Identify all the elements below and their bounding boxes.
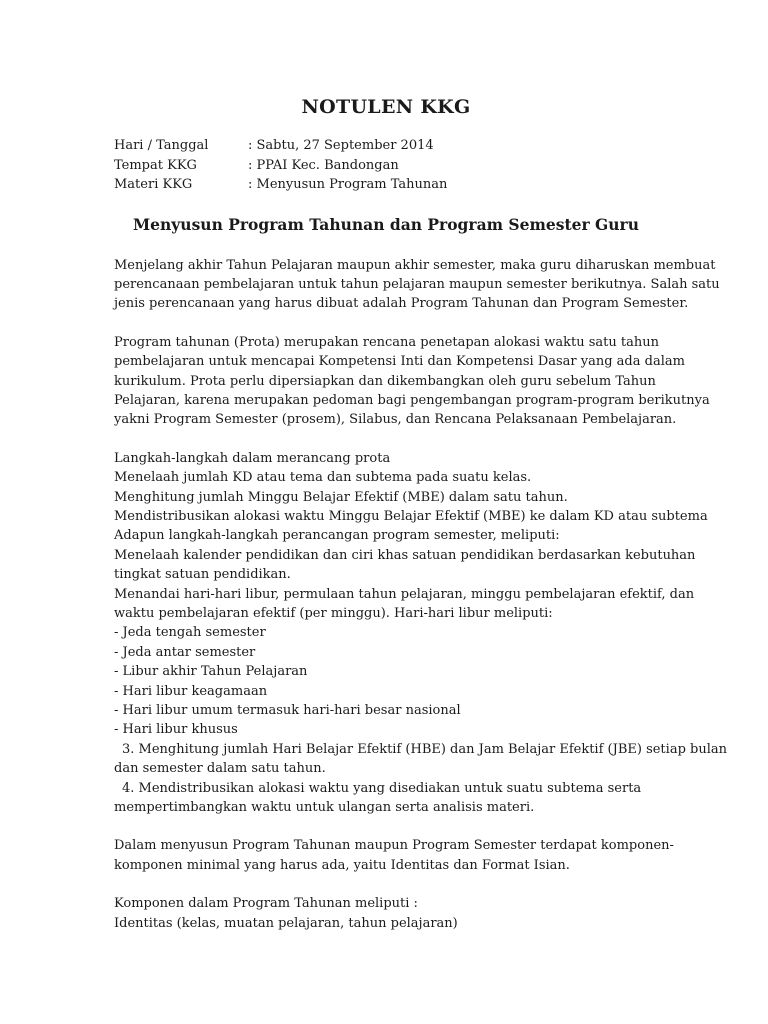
step-line: Menghitung jumlah Minggu Belajar Efektif (MBE) dalam satu tahun. xyxy=(114,489,568,505)
meta-row-place xyxy=(114,156,658,176)
text-line: kurikulum. Prota perlu dipersiapkan dan dikembangkan oleh guru sebelum Tahun xyxy=(114,373,656,389)
section-title: Menyusun Program Tahunan dan Program Semester Guru xyxy=(133,214,639,234)
meta-value: : Menyusun Program Tahunan xyxy=(248,177,448,192)
steps-heading: Langkah-langkah dalam merancang prota xyxy=(114,450,391,466)
components-item: Identitas (kelas, muatan pelajaran, tahun pelajaran) xyxy=(114,915,458,931)
text-line: Program tahunan (Prota) merupakan rencana penetapan alokasi waktu satu tahun xyxy=(114,334,659,350)
text-line: Pelajaran, karena merupakan pedoman bagi pengembangan program-program berikutnya xyxy=(114,392,710,408)
paragraph-prota xyxy=(114,333,710,430)
holiday-item: - Hari libur khusus xyxy=(114,722,238,738)
meta-block xyxy=(114,136,658,195)
components-block xyxy=(114,894,658,933)
text-line: yakni Program Semester (prosem), Silabus, dan Rencana Pelaksanaan Pembelajaran. xyxy=(114,412,677,428)
numbered-step: 3. Menghitung jumlah Hari Belajar Efektif (HBE) dan Jam Belajar Efektif (JBE) setiap bulan xyxy=(122,741,727,757)
step-line: Mendistribusikan alokasi waktu Minggu Belajar Efektif (MBE) ke dalam KD atau subtema xyxy=(114,508,708,524)
text-line: Dalam menyusun Program Tahunan maupun Program Semester terdapat komponen- xyxy=(114,838,674,854)
meta-value: : Sabtu, 27 September 2014 xyxy=(248,138,434,153)
paragraph-intro xyxy=(114,256,720,314)
meta-label: Tempat KKG xyxy=(114,157,197,173)
step-line: Adapun langkah-langkah perancangan program semester, meliputi: xyxy=(114,528,560,544)
document-title: NOTULEN KKG xyxy=(301,96,471,118)
step-line: Menelaah jumlah KD atau tema dan subtema pada suatu kelas. xyxy=(114,470,532,486)
holiday-item: - Jeda antar semester xyxy=(114,644,256,660)
meta-row-date xyxy=(114,136,658,156)
components-heading: Komponen dalam Program Tahunan meliputi : xyxy=(114,896,418,912)
text-line: komponen minimal yang harus ada, yaitu Identitas dan Format Isian. xyxy=(114,857,570,873)
holiday-item: - Hari libur umum termasuk hari-hari besar nasional xyxy=(114,703,461,719)
numbered-step-cont: dan semester dalam satu tahun. xyxy=(114,761,326,777)
text-line: jenis perencanaan yang harus dibuat adalah Program Tahunan dan Program Semester. xyxy=(114,296,689,312)
text-line: pembelajaran untuk mencapai Kompetensi Inti dan Kompetensi Dasar yang ada dalam xyxy=(114,354,685,370)
meta-value: : PPAI Kec. Bandongan xyxy=(248,157,399,173)
numbered-step-cont: mempertimbangkan waktu untuk ulangan serta analisis materi. xyxy=(114,800,535,816)
step-line: Menandai hari-hari libur, permulaan tahun pelajaran, minggu pembelajaran efektif, dan xyxy=(114,586,695,602)
holiday-item: - Hari libur keagamaan xyxy=(114,683,268,699)
steps-block xyxy=(114,449,727,818)
meta-row-topic xyxy=(114,175,658,195)
meta-label: Materi KKG xyxy=(114,177,193,192)
meta-label: Hari / Tanggal xyxy=(114,138,209,153)
holiday-item: - Jeda tengah semester xyxy=(114,625,266,641)
numbered-step: 4. Mendistribusikan alokasi waktu yang disediakan untuk suatu subtema serta xyxy=(122,780,642,796)
step-line: tingkat satuan pendidikan. xyxy=(114,567,291,583)
text-line: Menjelang akhir Tahun Pelajaran maupun akhir semester, maka guru diharuskan membuat xyxy=(114,257,716,273)
text-line: perencanaan pembelajaran untuk tahun pelajaran maupun semester berikutnya. Salah satu xyxy=(114,276,720,292)
holiday-item: - Libur akhir Tahun Pelajaran xyxy=(114,664,308,680)
paragraph-components xyxy=(114,836,674,875)
step-line: Menelaah kalender pendidikan dan ciri khas satuan pendidikan berdasarkan kebutuhan xyxy=(114,547,696,563)
step-line: waktu pembelajaran efektif (per minggu). Hari-hari libur meliputi: xyxy=(114,606,553,621)
